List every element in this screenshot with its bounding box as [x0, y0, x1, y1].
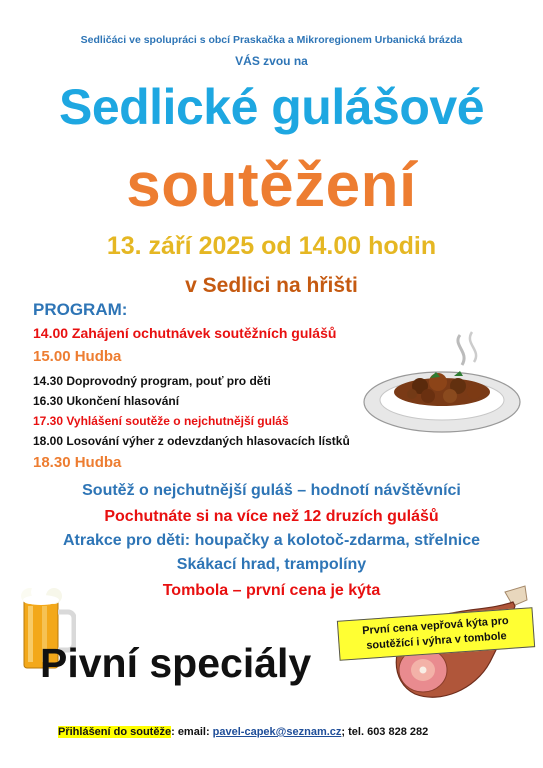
invite-text: VÁS zvou na — [235, 54, 308, 68]
email-link[interactable]: pavel-capek@seznam.cz — [212, 726, 342, 738]
prize-note: První cena vepřová kýta pro soutěžící i výhra v tombole — [337, 607, 535, 660]
contact-phone: ; tel. 603 828 282 — [341, 726, 429, 738]
program-item: 14.30 Doprovodný program, pouť pro děti — [33, 374, 271, 388]
contact-email-prefix: : email: — [171, 726, 213, 738]
beer-specials-text: Pivní speciály — [40, 640, 312, 686]
info-line: Soutěž o nejchutnější guláš – hodnotí návštěvníci — [82, 482, 461, 499]
info-line: Tombola – první cena je kýta — [162, 582, 381, 599]
event-place: v Sedlici na hřišti — [185, 274, 358, 297]
title-line-2: soutěžení — [126, 151, 417, 220]
program-item: 15.00 Hudba — [33, 348, 122, 365]
program-item: 18.30 Hudba — [33, 454, 122, 471]
event-date: 13. září 2025 od 14.00 hodin — [106, 232, 437, 260]
goulash-plate-icon — [360, 330, 525, 440]
intro-text: Sedličáci ve spolupráci s obcí Praskačka a Mikroregionem Urbanická brázda — [80, 34, 463, 46]
program-item: 14.00 Zahájení ochutnávek soutěžních gulášů — [33, 325, 337, 341]
program-item: 17.30 Vyhlášení soutěže o nejchutnější guláš — [33, 414, 289, 428]
info-line: Atrakce pro děti: houpačky a kolotoč-zdarma, střelnice — [62, 532, 480, 549]
info-line: Skákací hrad, trampolíny — [176, 556, 367, 573]
program-title: PROGRAM: — [33, 300, 128, 319]
program-item: 18.00 Losování výher z odevzdaných hlasovacích lístků — [33, 434, 350, 448]
info-line: Pochutnáte si na více než 12 druzích gulášů — [104, 508, 439, 525]
title-line-1: Sedlické gulášové — [58, 79, 485, 135]
contact-line — [58, 726, 428, 738]
program-item: 16.30 Ukončení hlasování — [33, 394, 180, 408]
contact-label: Přihlášení do soutěže — [58, 726, 172, 738]
